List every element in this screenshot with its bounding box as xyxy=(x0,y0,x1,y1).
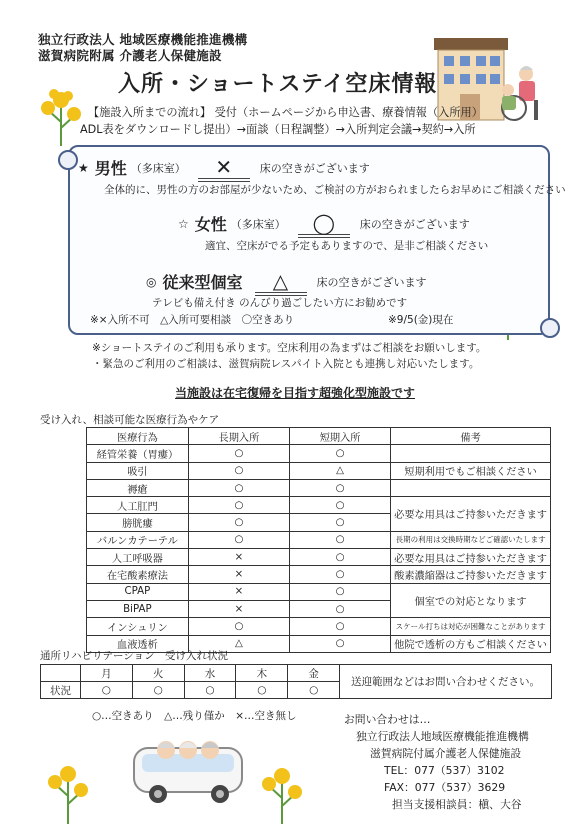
female-comment: 適宜、空床がでる予定もありますので、是非ご相談ください xyxy=(205,240,489,252)
private-room-label: 従来型個室 xyxy=(162,273,243,292)
rehab-corner xyxy=(41,665,81,682)
header-long-term: 長期入所 xyxy=(188,428,289,445)
day-wed: 水 xyxy=(184,665,236,682)
procedure-name: 血液透析 xyxy=(87,635,189,652)
header-remarks: 備考 xyxy=(391,428,551,445)
male-status-text: 床の空きがございます xyxy=(259,161,370,175)
contact-tel: TEL：077（537）3102 xyxy=(384,764,505,777)
long-term-mark: △ xyxy=(188,635,289,652)
vacancy-male xyxy=(78,156,370,179)
status-wed: ○ xyxy=(184,682,236,699)
double-circle-icon: ◎ xyxy=(146,274,157,289)
male-comment: 全体的に、男性の方のお部屋が少ないため、ご検討の方がおられましたらお早めにご相談ください xyxy=(104,184,566,196)
procedure-name: 経管栄養（胃瘻） xyxy=(87,445,189,462)
short-term-mark: ○ xyxy=(289,497,390,514)
day-mon: 月 xyxy=(80,665,132,682)
care-table-header xyxy=(87,428,551,445)
procedure-name: 吸引 xyxy=(87,462,189,479)
status-tue: ○ xyxy=(132,682,184,699)
table-row xyxy=(87,549,551,566)
org-line1: 独立行政法人 地域医療機能推進機構 xyxy=(38,32,248,47)
rehab-row-label: 状況 xyxy=(41,682,81,699)
long-term-mark: × xyxy=(188,583,289,600)
remark: スケール打ちは対応が困難なことがあります xyxy=(391,618,551,635)
day-tue: 火 xyxy=(132,665,184,682)
procedure-name: 人工呼吸器 xyxy=(87,549,189,566)
star-icon: ★ xyxy=(78,160,89,175)
as-of-date: ※9/5(金)現在 xyxy=(388,314,454,326)
status-mon: ○ xyxy=(80,682,132,699)
contact-fax: FAX：077（537）3629 xyxy=(384,781,506,794)
table-row xyxy=(87,479,551,496)
page-title: 入所・ショートステイ空床情報 xyxy=(118,72,438,97)
facility-emphasis: 当施設は在宅復帰を目指す超強化型施設です xyxy=(175,386,416,400)
procedure-name: CPAP xyxy=(87,583,189,600)
header-short-term: 短期入所 xyxy=(289,428,390,445)
short-term-mark: ○ xyxy=(289,479,390,496)
care-caption: 受け入れ、相談可能な医療行為やケア xyxy=(40,414,220,426)
procedure-name: 褥瘡 xyxy=(87,479,189,496)
long-term-mark: ○ xyxy=(188,531,289,548)
star-outline-icon: ☆ xyxy=(178,216,189,231)
short-term-mark: ○ xyxy=(289,445,390,462)
contact-heading: お問い合わせは… xyxy=(344,713,431,726)
table-row xyxy=(87,531,551,548)
table-row xyxy=(87,566,551,583)
flower-decoration-left-icon xyxy=(40,88,82,146)
vacancy-legend: ※×入所不可 △入所可要相談 〇空きあり xyxy=(90,314,295,326)
remark: 個室での対応となります xyxy=(391,583,551,618)
long-term-mark: × xyxy=(188,566,289,583)
flower-decoration-bottom-right-icon xyxy=(260,764,304,824)
female-status-text: 床の空きがございます xyxy=(359,217,470,231)
contact-org1: 独立行政法人地域医療機能推進機構 xyxy=(356,730,529,743)
short-term-mark: ○ xyxy=(289,531,390,548)
private-status-mark: △ xyxy=(255,271,307,293)
long-term-mark: ○ xyxy=(188,514,289,531)
short-term-mark: ○ xyxy=(289,566,390,583)
scroll-curl-top xyxy=(58,150,78,170)
private-status-text: 床の空きがございます xyxy=(316,275,427,289)
procedure-name: 在宅酸素療法 xyxy=(87,566,189,583)
remark: 長期の利用は交換時期などご確認いたします xyxy=(391,531,551,548)
remark: 必要な用具はご持参いただきます xyxy=(391,549,551,566)
care-table xyxy=(86,427,551,653)
male-label: 男性 xyxy=(94,159,127,178)
table-row xyxy=(87,618,551,635)
scroll-curl-bottom xyxy=(540,318,560,338)
long-term-mark: × xyxy=(188,600,289,617)
long-term-mark: ○ xyxy=(188,479,289,496)
admission-flow-line2: ADL表をダウンロードし提出）→面談（日程調整）→入所判定会議→契約→入所 xyxy=(80,123,476,136)
short-term-mark: ○ xyxy=(289,583,390,600)
flower-decoration-bottom-left-icon xyxy=(46,762,90,824)
short-stay-note: ※ショートステイのご利用も承ります。空床利用の為まずはご相談をお願いします。 xyxy=(92,342,487,354)
female-status-mark: ◯ xyxy=(298,213,350,235)
status-thu: ○ xyxy=(236,682,288,699)
admission-flow-line1: 【施設入所までの流れ】 受付（ホームページから申込書、療養情報（入所用） xyxy=(88,106,483,119)
male-room-type: （多床室） xyxy=(130,161,186,175)
shuttle-bus-illustration xyxy=(128,728,248,808)
short-term-mark: ○ xyxy=(289,514,390,531)
short-term-mark: △ xyxy=(289,462,390,479)
emergency-note: ・緊急のご利用のご相談は、滋賀病院レスパイト入院とも連携し対応いたします。 xyxy=(92,358,480,370)
female-label: 女性 xyxy=(194,215,227,234)
table-row xyxy=(87,583,551,600)
long-term-mark: ○ xyxy=(188,497,289,514)
vacancy-female xyxy=(178,212,470,235)
rehab-table xyxy=(40,664,552,699)
contact-staff: 担当支援相談員：槇、大谷 xyxy=(392,798,522,811)
male-status-mark: ✕ xyxy=(198,157,250,179)
rehab-legend: ○…空きあり △…残り僅か ×…空き無し xyxy=(92,710,297,722)
procedure-name: インシュリン xyxy=(87,618,189,635)
procedure-name: バルンカテーテル xyxy=(87,531,189,548)
short-term-mark: ○ xyxy=(289,549,390,566)
short-term-mark: ○ xyxy=(289,635,390,652)
rehab-note: 送迎範囲などはお問い合わせください。 xyxy=(340,665,552,699)
short-term-mark: ○ xyxy=(289,618,390,635)
remark xyxy=(391,479,551,496)
org-line2: 滋賀病院附属 介護老人保健施設 xyxy=(38,48,222,63)
female-room-type: （多床室） xyxy=(230,217,286,231)
rehab-caption: 通所リハビリテーション 受け入れ状況 xyxy=(40,650,229,662)
table-row xyxy=(87,497,551,514)
procedure-name: 人工肛門 xyxy=(87,497,189,514)
table-row xyxy=(87,445,551,462)
header-procedure: 医療行為 xyxy=(87,428,189,445)
day-fri: 金 xyxy=(288,665,340,682)
day-thu: 木 xyxy=(236,665,288,682)
short-term-mark: ○ xyxy=(289,600,390,617)
contact-org2: 滋賀病院付属介護老人保健施設 xyxy=(370,747,522,760)
private-comment: テレビも備え付き のんびり過ごしたい方にお勧めです xyxy=(152,297,408,309)
vacancy-private xyxy=(146,270,427,293)
remark: 必要な用具はご持参いただきます xyxy=(391,497,551,532)
remark xyxy=(391,445,551,462)
remark: 短期利用でもご相談ください xyxy=(391,462,551,479)
rehab-days-row xyxy=(41,665,552,682)
remark: 酸素濃縮器はご持参いただきます xyxy=(391,566,551,583)
long-term-mark: ○ xyxy=(188,462,289,479)
long-term-mark: ○ xyxy=(188,445,289,462)
remark: 他院で透析の方もご相談ください xyxy=(391,635,551,652)
long-term-mark: ○ xyxy=(188,618,289,635)
status-fri: ○ xyxy=(288,682,340,699)
procedure-name: 膀胱瘻 xyxy=(87,514,189,531)
procedure-name: BiPAP xyxy=(87,600,189,617)
long-term-mark: × xyxy=(188,549,289,566)
table-row xyxy=(87,462,551,479)
